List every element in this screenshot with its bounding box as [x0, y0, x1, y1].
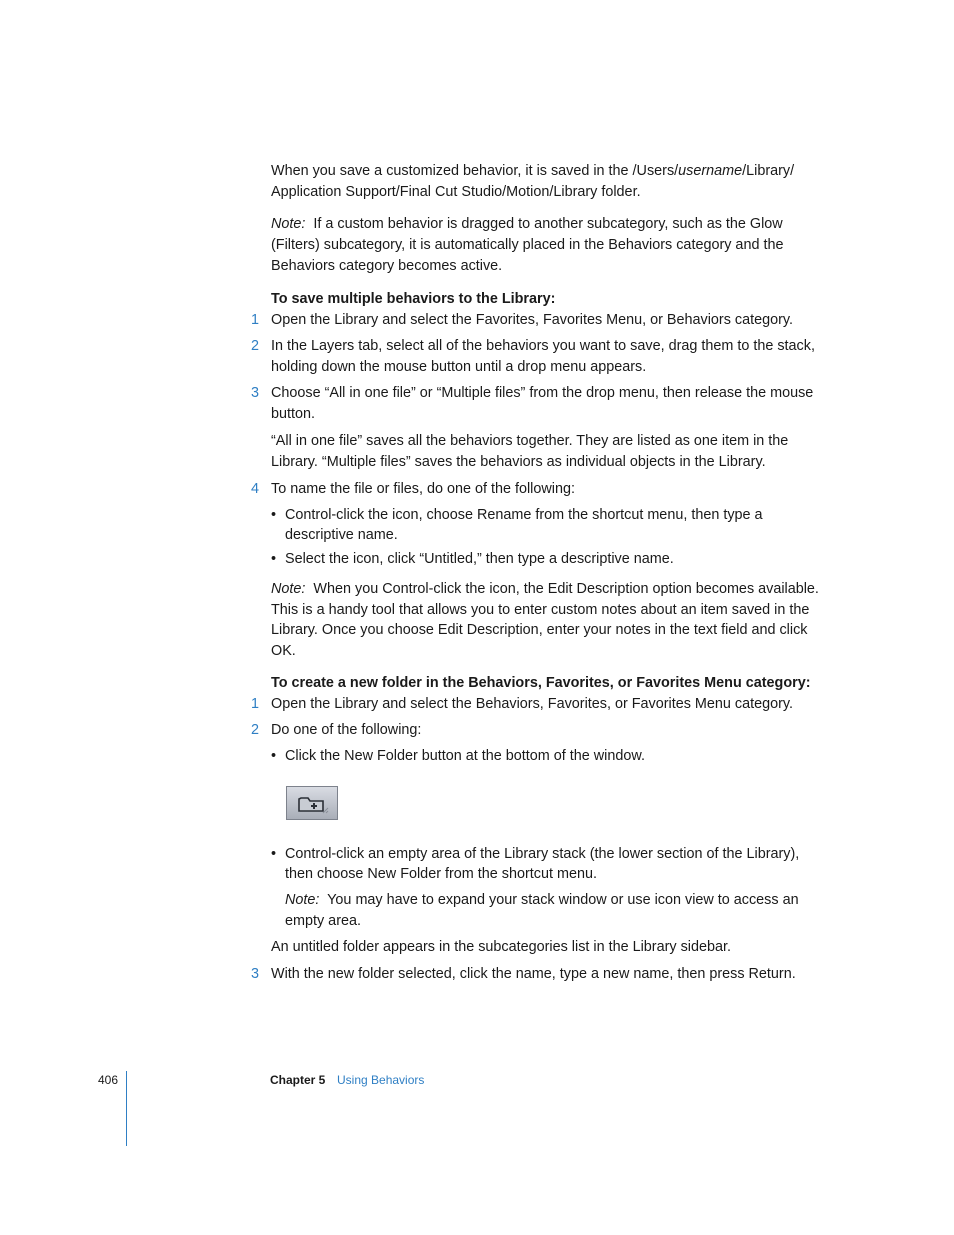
step-number: 1 [251, 312, 260, 328]
page-number: 406 [98, 1073, 119, 1087]
note-label: Note: [271, 216, 306, 232]
bullet-dot: • [271, 748, 277, 764]
note-text: If a custom behavior is dragged to another subcategory, such as the Glow (Filters) subcategory, it is automatically placed in the Behaviors category and the Behaviors category becomes active. [271, 216, 784, 274]
bullet-item [271, 746, 821, 766]
intro-text-pre: When you save a customized behavior, it is saved in the /Users/ [271, 163, 679, 179]
step-3 [251, 383, 821, 425]
section-heading-new-folder: To create a new folder in the Behaviors, Favorites, or Favorites Menu category: [271, 675, 811, 691]
step-number: 1 [251, 696, 260, 712]
step-3-detail: “All in one file” saves all the behaviors together. They are listed as one item in the Library. “Multiple files” saves the behaviors as individual objects in the Library. [271, 433, 789, 470]
result-text: An untitled folder appears in the subcategories list in the Library sidebar. [271, 939, 731, 955]
step-number: 3 [251, 966, 260, 982]
step-text: In the Layers tab, select all of the behaviors you want to save, drag them to the stack, holding down the mouse button until a drop menu appears. [271, 338, 815, 375]
step-1 [251, 694, 821, 715]
footer-divider [126, 1071, 127, 1146]
step-4 [251, 479, 821, 500]
step-3 [251, 964, 821, 985]
bullet-item [271, 505, 821, 545]
step-number: 2 [251, 338, 260, 354]
new-folder-icon [297, 794, 329, 814]
bullet-dot: • [271, 846, 277, 862]
page-content [251, 161, 821, 990]
bullet-text: Control-click the icon, choose Rename from the shortcut menu, then type a descriptive name. [285, 507, 763, 543]
step-number: 2 [251, 722, 260, 738]
intro-text-username: username [678, 163, 743, 179]
step-1 [251, 310, 821, 331]
bullet-note [271, 890, 821, 932]
intro-text-post: /Library/ Application Support/Final Cut Studio/Motion/Library folder. [271, 163, 795, 200]
step-2 [251, 720, 821, 741]
bullet-text: Click the New Folder button at the bottom of the window. [285, 748, 645, 764]
step-number: 4 [251, 481, 260, 497]
bullet-dot: • [271, 551, 277, 567]
step-text: Open the Library and select the Favorites, Favorites Menu, or Behaviors category. [271, 312, 794, 328]
bullet-item [271, 549, 821, 569]
chapter-label: Chapter 5 [270, 1073, 326, 1087]
step-text: Do one of the following: [271, 722, 422, 738]
chapter-title: Using Behaviors [337, 1073, 425, 1087]
new-folder-button[interactable] [286, 786, 338, 820]
step-text: To name the file or files, do one of the following: [271, 481, 575, 497]
intro-note [271, 214, 821, 277]
note-label: Note: [271, 581, 306, 597]
bullet-text: Control-click an empty area of the Library stack (the lower section of the Library), then choose New Folder from the shortcut menu. [285, 846, 800, 882]
step-text: Open the Library and select the Behaviors, Favorites, or Favorites Menu category. [271, 696, 794, 712]
note-label: Note: [285, 892, 320, 908]
note-text: When you Control-click the icon, the Edit Description option becomes available. This is a handy tool that allows you to enter custom notes about an item saved in the Library. Once you choose Edit Description, enter your notes in the text field and click OK. [271, 581, 819, 659]
bullet-item [271, 844, 821, 884]
step-number: 3 [251, 385, 260, 401]
note-text: You may have to expand your stack window or use icon view to access an empty area. [285, 892, 799, 929]
section-heading-save: To save multiple behaviors to the Library: [271, 291, 556, 307]
step-text: Choose “All in one file” or “Multiple files” from the drop menu, then release the mouse button. [271, 385, 814, 422]
step-2 [251, 336, 821, 378]
bullet-dot: • [271, 507, 277, 523]
step-text: With the new folder selected, click the name, type a new name, then press Return. [271, 966, 796, 982]
intro-paragraph [271, 161, 821, 203]
bullet-text: Select the icon, click “Untitled,” then type a descriptive name. [285, 551, 674, 567]
section1-note [271, 579, 821, 661]
